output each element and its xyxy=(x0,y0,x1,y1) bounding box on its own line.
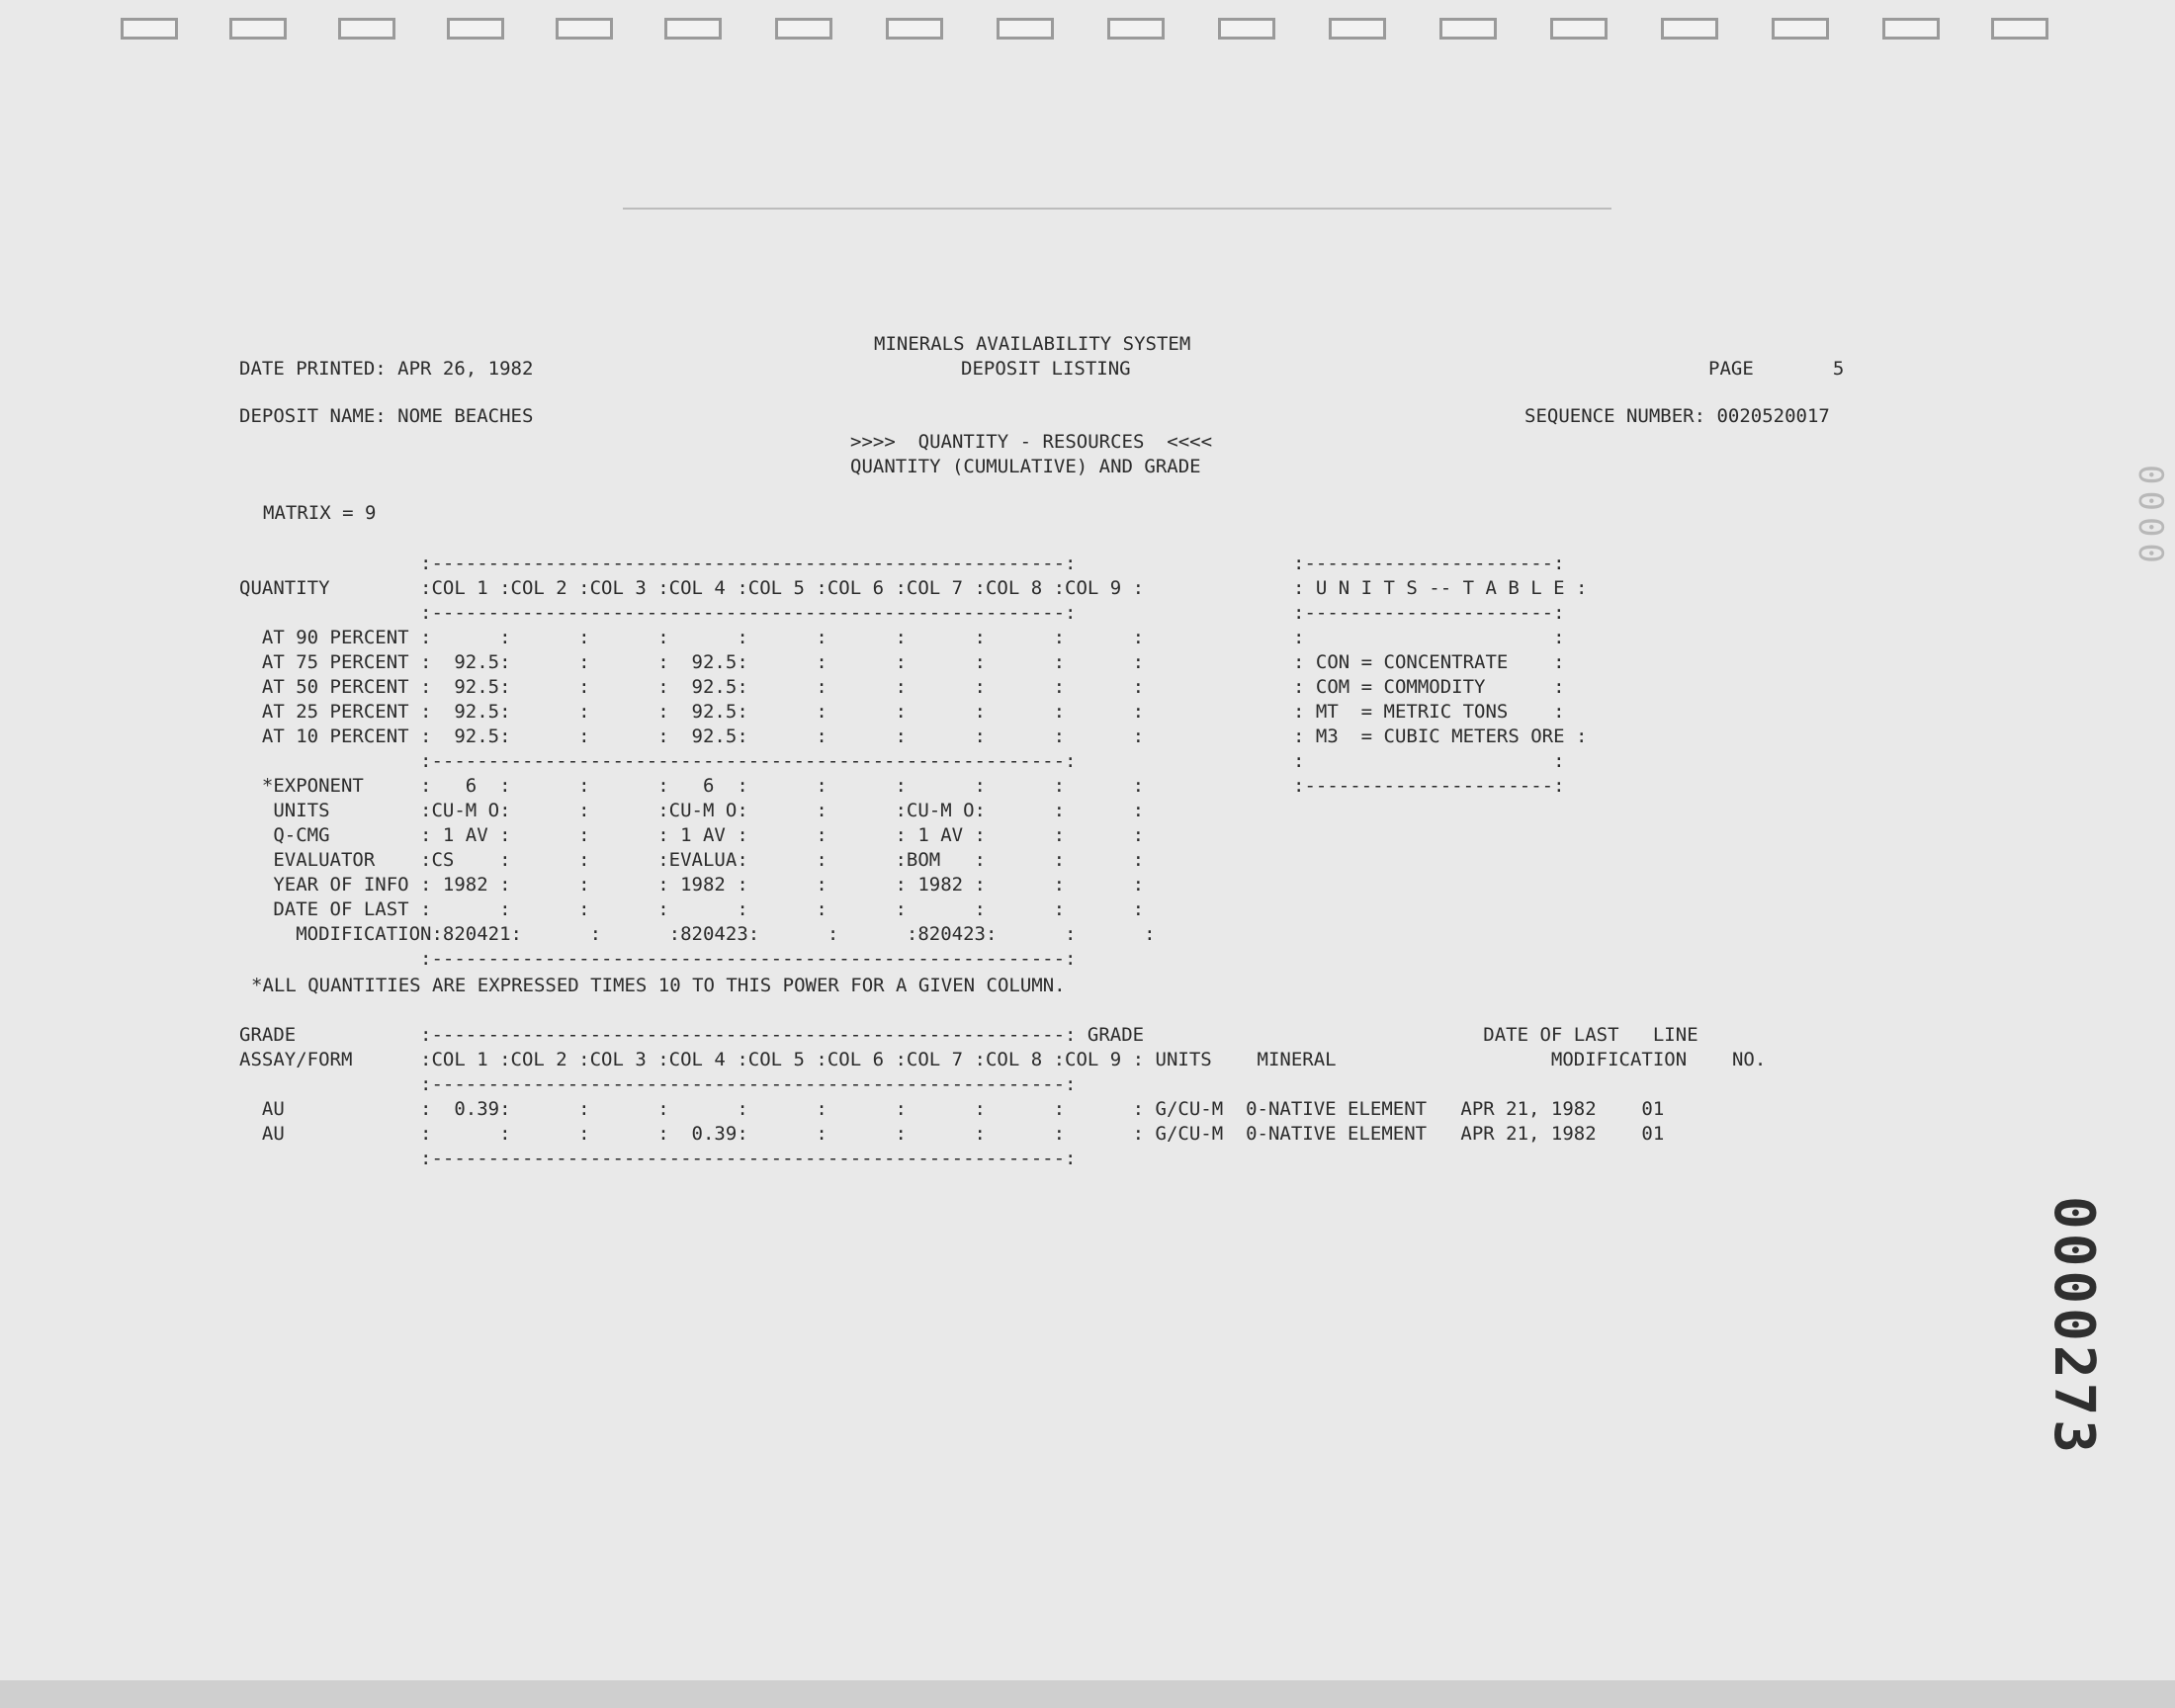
perforation xyxy=(121,18,178,40)
table-row: :----------------------: xyxy=(1293,602,1565,624)
table-row: :--------------------------------------------------------: xyxy=(239,602,1077,624)
fold-line xyxy=(623,208,1611,210)
perforation xyxy=(1439,18,1497,40)
table-header-row: GRADE :--------------------------------------------------------: GRADE DATE OF LAST LINE xyxy=(239,1024,1698,1046)
table-row: AT 25 PERCENT : 92.5: : : 92.5: : : : : : xyxy=(239,701,1145,723)
table-row: AT 50 PERCENT : 92.5: : : 92.5: : : : : : xyxy=(239,676,1145,698)
perforation xyxy=(1882,18,1940,40)
frame-number-stamp: 0000273 xyxy=(2042,1196,2106,1458)
table-row: EVALUATOR :CS : : :EVALUA: : :BOM : : : xyxy=(239,849,1145,871)
table-row: :--------------------------------------------------------: xyxy=(239,1148,1077,1169)
perforation xyxy=(1991,18,2048,40)
section-title: >>>> QUANTITY - RESOURCES <<<< xyxy=(850,431,1213,453)
table-row: :--------------------------------------------------------: xyxy=(239,948,1077,970)
table-row: : CON = CONCENTRATE : xyxy=(1293,651,1565,673)
table-header-row: : U N I T S -- T A B L E : xyxy=(1293,577,1588,599)
table-header-row: ASSAY/FORM :COL 1 :COL 2 :COL 3 :COL 4 :COL 5 :COL 6 :COL 7 :COL 8 :COL 9 : UNITS MINERAL MODIFICATION NO. xyxy=(239,1049,1767,1070)
table-row: YEAR OF INFO : 1982 : : : 1982 : : : 1982 : : : xyxy=(239,874,1145,896)
table-row: :----------------------: xyxy=(1293,775,1565,797)
page-number: PAGE 5 xyxy=(1708,358,1845,380)
page-edge xyxy=(0,1680,2175,1708)
table-row: :--------------------------------------------------------: xyxy=(239,553,1077,574)
exponent-footnote: *ALL QUANTITIES ARE EXPRESSED TIMES 10 TO THIS POWER FOR A GIVEN COLUMN. xyxy=(251,975,1066,996)
table-row: *EXPONENT : 6 : : : 6 : : : : : : xyxy=(239,775,1145,797)
perforation xyxy=(1218,18,1275,40)
table-row: AT 75 PERCENT : 92.5: : : 92.5: : : : : : xyxy=(239,651,1145,673)
perforation xyxy=(556,18,613,40)
table-row: :----------------------: xyxy=(1293,553,1565,574)
table-row: AT 10 PERCENT : 92.5: : : 92.5: : : : : : xyxy=(239,726,1145,747)
table-row: DATE OF LAST : : : : : : : : : : xyxy=(239,898,1145,920)
table-row: :--------------------------------------------------------: xyxy=(239,1073,1077,1095)
tractor-feed-perforations xyxy=(0,0,2175,59)
deposit-name: DEPOSIT NAME: NOME BEACHES xyxy=(239,405,534,427)
table-row: : : xyxy=(1293,627,1565,648)
sequence-number: SEQUENCE NUMBER: 0020520017 xyxy=(1524,405,1830,427)
perforation xyxy=(229,18,287,40)
table-header-row: QUANTITY :COL 1 :COL 2 :COL 3 :COL 4 :COL 5 :COL 6 :COL 7 :COL 8 :COL 9 : xyxy=(239,577,1145,599)
perforation xyxy=(1107,18,1165,40)
perforation xyxy=(1550,18,1608,40)
section-subtitle: QUANTITY (CUMULATIVE) AND GRADE xyxy=(850,456,1201,477)
perforation xyxy=(997,18,1054,40)
perforation xyxy=(1772,18,1829,40)
table-row: : : xyxy=(1293,750,1565,772)
perforation xyxy=(664,18,722,40)
perforation xyxy=(447,18,504,40)
table-row: AU : 0.39: : : : : : : : : G/CU-M 0-NATIVE ELEMENT APR 21, 1982 01 xyxy=(239,1098,1665,1120)
perforation xyxy=(338,18,395,40)
perforation xyxy=(775,18,832,40)
table-row: : M3 = CUBIC METERS ORE : xyxy=(1293,726,1588,747)
table-row: : COM = COMMODITY : xyxy=(1293,676,1565,698)
perforation xyxy=(1661,18,1718,40)
table-row: :--------------------------------------------------------: xyxy=(239,750,1077,772)
perforation xyxy=(886,18,943,40)
table-row: AU : : : : 0.39: : : : : : G/CU-M 0-NATIVE ELEMENT APR 21, 1982 01 xyxy=(239,1123,1665,1145)
system-title: MINERALS AVAILABILITY SYSTEM xyxy=(874,333,1191,355)
table-row: MODIFICATION:820421: : :820423: : :820423: : : xyxy=(239,923,1156,945)
table-row: Q-CMG : 1 AV : : : 1 AV : : : 1 AV : : : xyxy=(239,824,1145,846)
table-row: AT 90 PERCENT : : : : : : : : : : xyxy=(239,627,1145,648)
listing-title: DEPOSIT LISTING xyxy=(961,358,1131,380)
edge-number-stamp: 0000 xyxy=(2131,465,2170,569)
table-row: UNITS :CU-M O: : :CU-M O: : :CU-M O: : : xyxy=(239,800,1145,821)
matrix-label: MATRIX = 9 xyxy=(263,502,377,524)
perforation xyxy=(1329,18,1386,40)
date-printed: DATE PRINTED: APR 26, 1982 xyxy=(239,358,534,380)
table-row: : MT = METRIC TONS : xyxy=(1293,701,1565,723)
